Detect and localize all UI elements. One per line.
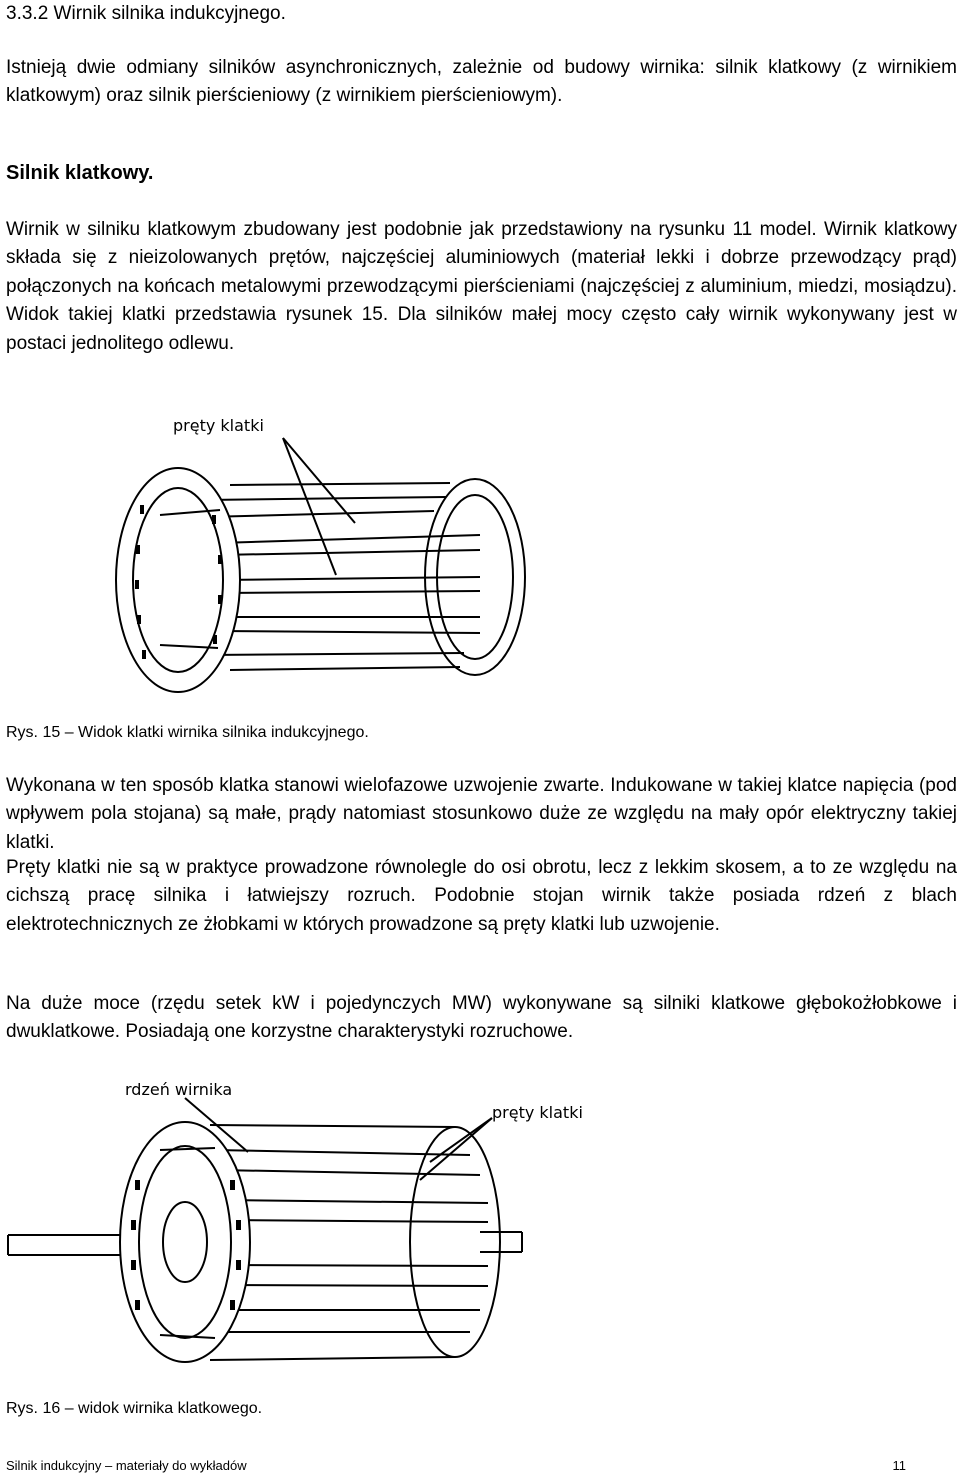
core-bar (215, 1150, 470, 1155)
figure-15-caption: Rys. 15 – Widok klatki wirnika silnika indukcyjnego. (6, 724, 369, 741)
ring-slot (137, 615, 141, 624)
footer-title: Silnik indukcyjny – materiały do wykładów (6, 1458, 247, 1473)
label-bars: pręty klatki (492, 1103, 583, 1122)
figure-16-rotor-drawing (0, 1070, 640, 1370)
cage-bar (205, 497, 446, 500)
ring-slot (212, 515, 216, 524)
core-edge (210, 1125, 455, 1127)
ring-slot (236, 1260, 241, 1270)
core-bar (222, 1220, 488, 1222)
power-paragraph: Na duże moce (rzędu setek kW i pojedynczych MW) wykonywane są silniki klatkowe głębokożłobkowe i dwuklatkowe. Posiadają one korzystne charakterystyki rozruchowe. (6, 993, 957, 1043)
intro-paragraph: Istnieją dwie odmiany silników asynchronicznych, zależnie od budowy wirnika: silnik klatkowy (z wirnikiem klatkowym) oraz silnik pierścieniowy (z wirnikiem pierścieniowym). (6, 57, 957, 107)
cage-bar (230, 483, 450, 485)
cage-bar (218, 550, 480, 555)
label-core: rdzeń wirnika (125, 1080, 233, 1099)
winding-paragraph: Wykonana w ten sposób klatka stanowi wielofazowe uzwojenie zwarte. Indukowane w takiej klatce napięcia (pod wpływem pola stojana) są małe, prądy natomiast stosunkowo duże ze względu na mały opór elektryczny takiej klatki. (6, 775, 957, 853)
ring-slot (135, 580, 139, 589)
ring-slot (230, 1180, 235, 1190)
core-bar (222, 1265, 488, 1266)
ring-slot (135, 1300, 140, 1310)
core-bar (218, 1170, 480, 1175)
figure-16-caption: Rys. 16 – widok wirnika klatkowego. (6, 1400, 263, 1417)
ring-slot (218, 595, 222, 604)
ring-slot (230, 1300, 235, 1310)
label-bars: pręty klatki (173, 416, 264, 435)
subheading-cage-motor: Silnik klatkowy. (6, 162, 154, 184)
page-footer (6, 1458, 958, 1474)
ring-slot (131, 1220, 136, 1230)
ring-slot (213, 635, 217, 644)
ring-slot (135, 1180, 140, 1190)
skew-paragraph: Pręty klatki nie są w praktyce prowadzone równolegle do osi obrotu, lecz z lekkim skosem, a to ze względu na cichszą pracę silnika i łatwiejszy rozruch. Podobnie stojan wirnik także posiada rdzeń z blach elektrotechnicznych ze żłobkami w których prowadzone są pręty klatki lub uzwojenie. (6, 857, 957, 935)
ring-slot (140, 505, 144, 514)
cage-bar (218, 577, 480, 580)
core-edge (210, 1357, 455, 1360)
leader-line (283, 438, 355, 523)
cage-bar (218, 591, 480, 593)
ring-slot (136, 545, 140, 554)
core-bar (220, 1200, 488, 1203)
ring-slot (218, 555, 222, 564)
cage-bar (218, 631, 480, 633)
back-ring (410, 1127, 500, 1357)
ring-slot (131, 1260, 136, 1270)
cage-bar (230, 667, 460, 670)
cage-bar (205, 653, 464, 655)
cage-rotor-paragraph: Wirnik w silniku klatkowym zbudowany jest podobnie jak przedstawiony na rysunku 11 model. Wirnik klatkowy składa się z nieizolowanych prętów, najczęściej aluminiowych (materiał lekki i dobrze przewodzący prąd) połączonych na końcach metalowymi przewodzącymi pierścieniami (najczęściej z aluminium, miedzi, mosiądzu). Widok takiej klatki przedstawia rysunek 15. Dla silników małej mocy często cały wirnik wykonywany jest w postaci jednolitego odlewu. (6, 219, 957, 354)
ring-slot (142, 650, 146, 659)
core-bar (220, 1285, 488, 1286)
section-heading: 3.3.2 Wirnik silnika indukcyjnego. (6, 3, 286, 24)
front-ring (116, 468, 240, 692)
ring-slot (236, 1220, 241, 1230)
page-number: 11 (892, 1458, 906, 1473)
cage-bar (205, 511, 434, 517)
figure-15-cage-drawing (100, 405, 580, 705)
